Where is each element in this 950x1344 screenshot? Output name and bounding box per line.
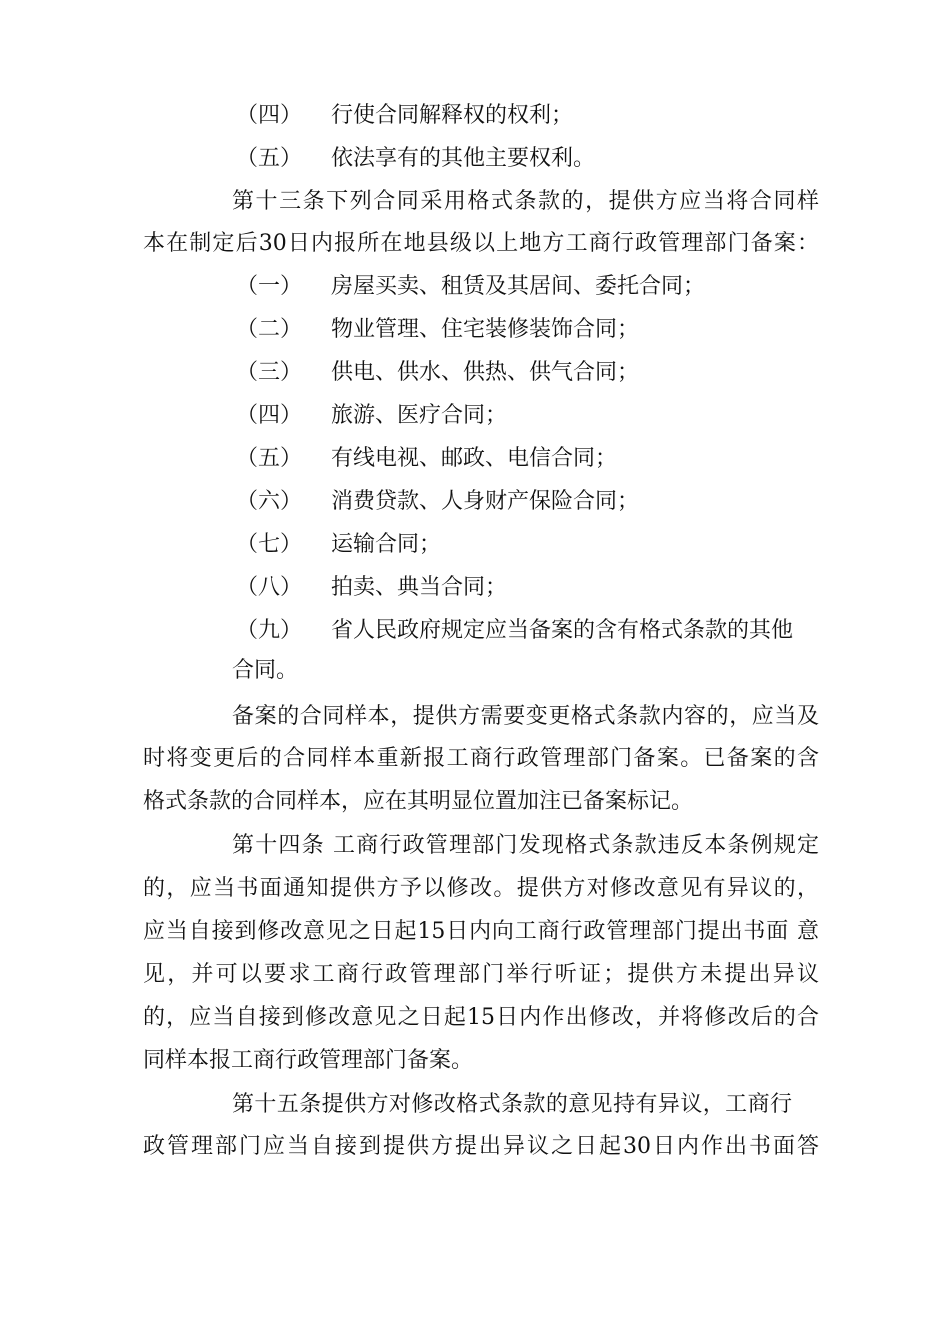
item-text: 物业管理、住宅装修装饰合同； — [331, 317, 640, 342]
article-13-line-1: 第十三条下列合同采用格式条款的，提供方应当将合同样 — [232, 189, 819, 214]
item-text: 运输合同； — [331, 532, 442, 557]
article-14-line-4: 见，并可以要求工商行政管理部门举行听证；提供方未提出异议 — [143, 962, 819, 987]
item-text: 房屋买卖、租赁及其居间、委托合同； — [331, 274, 706, 299]
article-13-line-2: 本在制定后30日内报所在地县级以上地方工商行政管理部门备案： — [143, 231, 819, 256]
item-number: （四） — [236, 403, 303, 428]
article-14-line-3: 应当自接到修改意见之日起15日内向工商行政管理部门提出书面 意 — [143, 919, 819, 944]
filing-para-line-3: 格式条款的合同样本，应在其明显位置加注已备案标记。 — [143, 789, 694, 814]
item-number: （三） — [236, 360, 303, 385]
item-text: 消费贷款、人身财产保险合同； — [331, 489, 640, 514]
filing-para-line-2: 时将变更后的合同样本重新报工商行政管理部门备案。已备案的含 — [143, 746, 819, 771]
article-14-line-1: 第十四条 工商行政管理部门发现格式条款违反本条例规定 — [232, 833, 819, 858]
item-number: （六） — [236, 489, 303, 514]
item-number: （五） — [236, 446, 303, 471]
item-number: （五） — [236, 146, 303, 171]
item-number: （八） — [236, 575, 303, 600]
filing-para-line-1: 备案的合同样本，提供方需要变更格式条款内容的，应当及 — [232, 704, 819, 729]
item-text: 省人民政府规定应当备案的含有格式条款的其他 — [331, 618, 794, 643]
item-text: 行使合同解释权的权利； — [331, 103, 574, 128]
item-number: （九） — [236, 618, 303, 643]
article-14-line-6: 同样本报工商行政管理部门备案。 — [143, 1048, 474, 1073]
item-text: 有线电视、邮政、电信合同； — [331, 446, 618, 471]
article-15-line-2: 政管理部门应当自接到提供方提出异议之日起30日内作出书面答 — [143, 1134, 819, 1159]
item-continuation: 合同。 — [232, 658, 299, 683]
article-15-line-1: 第十五条提供方对修改格式条款的意见持有异议，工商行 — [232, 1092, 792, 1117]
item-number: （二） — [236, 317, 303, 342]
item-number: （七） — [236, 532, 303, 557]
item-number: （四） — [236, 103, 303, 128]
item-number: （一） — [236, 274, 303, 299]
item-text: 依法享有的其他主要权利。 — [331, 146, 596, 171]
item-text: 旅游、医疗合同； — [331, 403, 508, 428]
article-14-line-5: 的，应当自接到修改意见之日起15日内作出修改，并将修改后的合 — [143, 1005, 819, 1030]
item-text: 拍卖、典当合同； — [331, 575, 508, 600]
item-text: 供电、供水、供热、供气合同； — [331, 360, 640, 385]
article-14-line-2: 的，应当书面通知提供方予以修改。提供方对修改意见有异议的， — [143, 876, 819, 901]
